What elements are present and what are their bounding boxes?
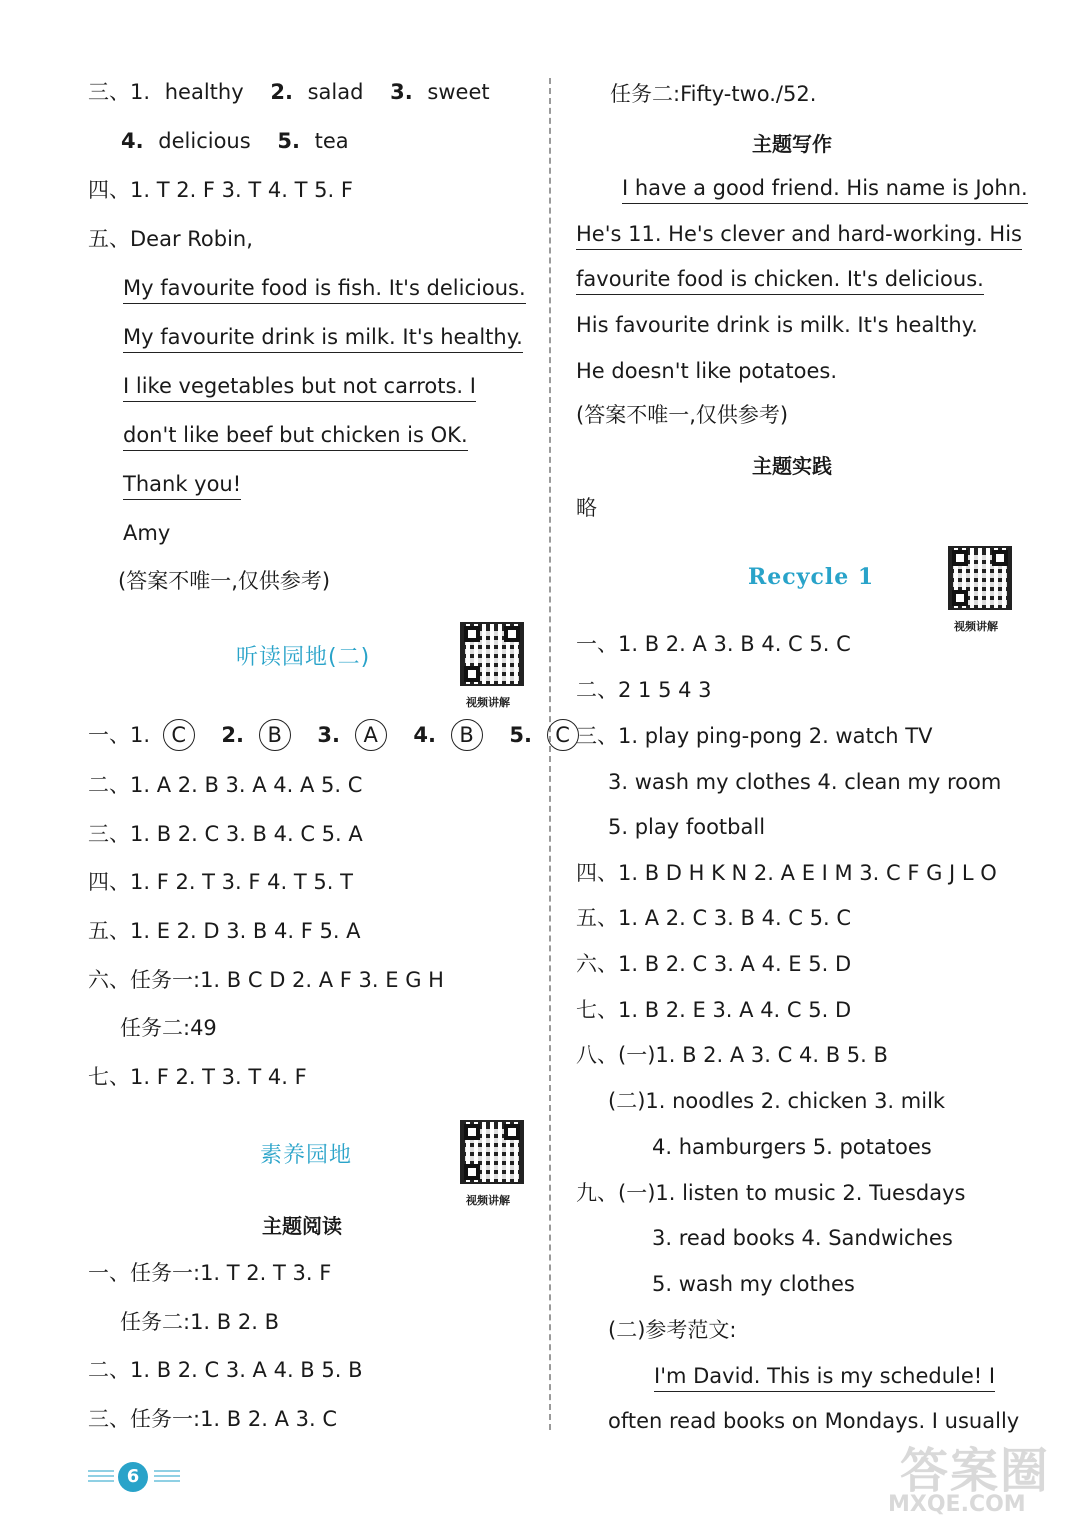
section-title: 听读园地(二)	[236, 645, 371, 670]
section-title: 素养园地	[260, 1143, 353, 1168]
page-number: 6	[118, 1462, 148, 1492]
answer-row: 四、1. B D H K N 2. A E I M 3. C F G J L O	[576, 861, 997, 885]
answer-row: 5. play football	[608, 815, 766, 839]
answer-row: 二、1. B 2. C 3. A 4. B 5. B	[88, 1358, 363, 1382]
page-number-decoration	[154, 1470, 180, 1482]
watermark-logo: 答案圈 MXQE.COM	[888, 1443, 1051, 1517]
answer-row: 4. hamburgers 5. potatoes	[652, 1135, 932, 1159]
writing-line: He's 11. He's clever and hard-working. His	[576, 220, 1022, 250]
qr-caption: 视频讲解	[954, 620, 998, 633]
answer-row: 七、1. F 2. T 3. T 4. F	[88, 1065, 307, 1089]
answer-row: 三、1. healthy 2. salad 3. sweet	[88, 80, 490, 104]
reference-note: (答案不唯一,仅供参考)	[118, 569, 331, 593]
answer-row: 一、1. B 2. A 3. B 4. C 5. C	[576, 632, 851, 656]
circled-answer: B	[451, 719, 483, 751]
letter-line: I like vegetables but not carrots. I	[123, 372, 476, 402]
page-number-decoration	[88, 1470, 114, 1482]
answer-row: 三、1. play ping-pong 2. watch TV	[576, 724, 933, 748]
sub-title: 主题写作	[752, 132, 832, 156]
circled-answer: A	[355, 719, 387, 751]
column-divider	[549, 78, 551, 1430]
answer-row: 3. read books 4. Sandwiches	[652, 1226, 953, 1250]
writing-line: He doesn't like potatoes.	[576, 359, 837, 383]
answer-row: 三、任务一:1. B 2. A 3. C	[88, 1407, 337, 1431]
section-title: Recycle 1	[748, 564, 875, 590]
writing-line: His favourite drink is milk. It's healthy.	[576, 313, 978, 337]
answer-row: 六、1. B 2. C 3. A 4. E 5. D	[576, 952, 852, 976]
letter-line: My favourite drink is milk. It's healthy.	[123, 323, 523, 353]
writing-line: I'm David. This is my schedule! I	[654, 1362, 995, 1392]
answer-row: 五、1. E 2. D 3. B 4. F 5. A	[88, 919, 361, 943]
circled-answer: C	[163, 719, 195, 751]
answer-row: 二、1. A 2. B 3. A 4. A 5. C	[88, 773, 363, 797]
answer-row: 5. wash my clothes	[652, 1272, 855, 1296]
answer-row: 二、2 1 5 4 3	[576, 678, 712, 702]
answer-row: 九、(一)1. listen to music 2. Tuesdays	[576, 1181, 966, 1205]
qr-code-icon[interactable]	[460, 622, 524, 686]
answer-row-circled: 一、1. C 2. B 3. A 4. B 5. C	[88, 718, 579, 752]
sub-title: 主题阅读	[262, 1214, 342, 1238]
circled-answer: C	[547, 719, 579, 751]
answer-row: 三、1. B 2. C 3. B 4. C 5. A	[88, 822, 363, 846]
answer-row: 四、1. F 2. T 3. F 4. T 5. T	[88, 870, 353, 894]
letter-line: don't like beef but chicken is OK.	[123, 421, 468, 451]
qr-caption: 视频讲解	[466, 1194, 510, 1207]
letter-signature: Amy	[123, 521, 171, 545]
qr-caption: 视频讲解	[466, 696, 510, 709]
letter-line: My favourite food is fish. It's delicious.	[123, 274, 526, 304]
letter-line: Thank you!	[123, 470, 241, 500]
sub-title: 主题实践	[752, 454, 832, 478]
letter-greeting: 五、Dear Robin,	[88, 227, 253, 251]
writing-line: I have a good friend. His name is John.	[622, 174, 1028, 204]
reference-note: (答案不唯一,仅供参考)	[576, 403, 789, 427]
answer-row: (二)1. noodles 2. chicken 3. milk	[608, 1089, 946, 1113]
answer-row: 任务二:49	[120, 1016, 217, 1040]
writing-line: often read books on Mondays. I usually	[608, 1409, 1020, 1433]
answer-row: 六、任务一:1. B C D 2. A F 3. E G H	[88, 968, 444, 992]
answer-row: 五、1. A 2. C 3. B 4. C 5. C	[576, 906, 852, 930]
answer-row: 一、任务一:1. T 2. T 3. F	[88, 1261, 332, 1285]
answer-row: 任务二:Fifty-two./52.	[610, 82, 817, 106]
answer-row: 四、1. T 2. F 3. T 4. T 5. F	[88, 178, 353, 202]
practice-answer: 略	[576, 496, 597, 520]
answer-row: (二)参考范文:	[608, 1318, 737, 1342]
answer-row: 4. delicious 5. tea	[121, 129, 349, 153]
answer-row: 八、(一)1. B 2. A 3. C 4. B 5. B	[576, 1043, 888, 1067]
answer-row: 任务二:1. B 2. B	[120, 1310, 279, 1334]
answer-row: 3. wash my clothes 4. clean my room	[608, 770, 1002, 794]
qr-code-icon[interactable]	[460, 1120, 524, 1184]
circled-answer: B	[259, 719, 291, 751]
qr-code-icon[interactable]	[948, 546, 1012, 610]
writing-line: favourite food is chicken. It's delicious.	[576, 265, 984, 295]
answer-row: 七、1. B 2. E 3. A 4. C 5. D	[576, 998, 852, 1022]
